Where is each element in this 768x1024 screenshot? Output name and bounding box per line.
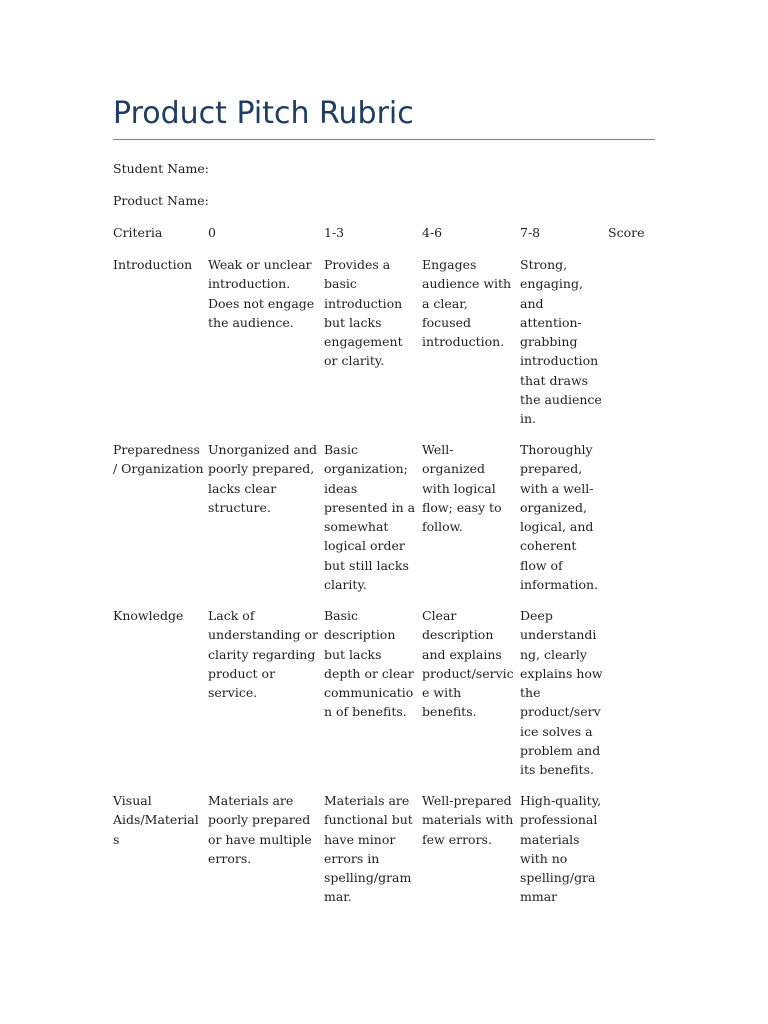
descriptor-text: Materials are functional but have minor errors in spelling/grammar.: [324, 793, 413, 905]
page-title: Product Pitch Rubric: [113, 96, 414, 131]
descriptor-text: Strong, engaging, and attention-grabbing introduction that draws the audience in.: [520, 257, 602, 427]
descriptor-cell-0: [208, 791, 324, 931]
rubric-row-knowledge: [113, 606, 655, 791]
header-score-0: 0: [208, 225, 216, 240]
criteria-text: Introduction: [113, 257, 193, 272]
product-name-label: Product Name:: [113, 193, 209, 208]
score-cell[interactable]: [608, 606, 655, 791]
descriptor-cell-0: [208, 606, 324, 791]
descriptor-cell-7-8: [520, 440, 608, 606]
descriptor-text: Provides a basic introduction but lacks engagement or clarity.: [324, 257, 403, 369]
descriptor-text: Basic description but lacks depth or clear communication of benefits.: [324, 608, 414, 720]
header-score: Score: [608, 225, 645, 240]
descriptor-text: Lack of understanding or clarity regarding product or service.: [208, 608, 318, 701]
rubric-header-row: [113, 223, 655, 255]
rubric-table: [113, 223, 655, 931]
descriptor-cell-4-6: [422, 255, 520, 440]
descriptor-cell-7-8: [520, 606, 608, 791]
criteria-text: Visual Aids/Materials: [113, 793, 199, 847]
descriptor-cell-7-8: [520, 255, 608, 440]
descriptor-text: Basic organization; ideas presented in a somewhat logical order but still lacks clarity.: [324, 442, 416, 593]
rubric-row-visual-aids: [113, 791, 655, 931]
rubric-row-preparedness: [113, 440, 655, 606]
criteria-text: Knowledge: [113, 608, 184, 623]
descriptor-cell-4-6: [422, 440, 520, 606]
header-criteria: Criteria: [113, 225, 163, 240]
descriptor-cell-7-8: [520, 791, 608, 931]
descriptor-cell-0: [208, 440, 324, 606]
criteria-cell: [113, 791, 208, 931]
score-cell[interactable]: [608, 791, 655, 931]
descriptor-cell-1-3: [324, 440, 422, 606]
score-cell[interactable]: [608, 255, 655, 440]
criteria-cell: [113, 255, 208, 440]
descriptor-text: Well-prepared materials with few errors.: [422, 793, 514, 847]
descriptor-cell-4-6: [422, 606, 520, 791]
rubric-row-introduction: [113, 255, 655, 440]
criteria-text: Preparedness / Organization: [113, 442, 204, 477]
descriptor-cell-1-3: [324, 791, 422, 931]
descriptor-cell-1-3: [324, 255, 422, 440]
descriptor-text: Well-organized with logical flow; easy to follow.: [422, 442, 502, 535]
criteria-cell: [113, 606, 208, 791]
criteria-cell: [113, 440, 208, 606]
descriptor-text: Unorganized and poorly prepared, lacks clear structure.: [208, 442, 318, 515]
header-score-7-8: 7-8: [520, 225, 541, 240]
header-score-4-6: 4-6: [422, 225, 443, 240]
descriptor-text: High-quality, professional materials with no spelling/grammar: [520, 793, 602, 905]
descriptor-text: Materials are poorly prepared or have multiple errors.: [208, 793, 312, 866]
descriptor-text: Clear description and explains product/service with benefits.: [422, 608, 514, 720]
score-cell[interactable]: [608, 440, 655, 606]
descriptor-text: Thoroughly prepared, with a well-organized, logical, and coherent flow of information.: [520, 442, 599, 593]
descriptor-cell-1-3: [324, 606, 422, 791]
student-name-label: Student Name:: [113, 161, 209, 176]
descriptor-text: Weak or unclear introduction. Does not engage the audience.: [208, 257, 315, 330]
title-underline: [113, 139, 655, 140]
descriptor-cell-0: [208, 255, 324, 440]
header-score-1-3: 1-3: [324, 225, 345, 240]
descriptor-text: Engages audience with a clear, focused introduction.: [422, 257, 512, 350]
descriptor-cell-4-6: [422, 791, 520, 931]
descriptor-text: Deep understanding, clearly explains how the product/service solves a problem and its benefits.: [520, 608, 603, 778]
